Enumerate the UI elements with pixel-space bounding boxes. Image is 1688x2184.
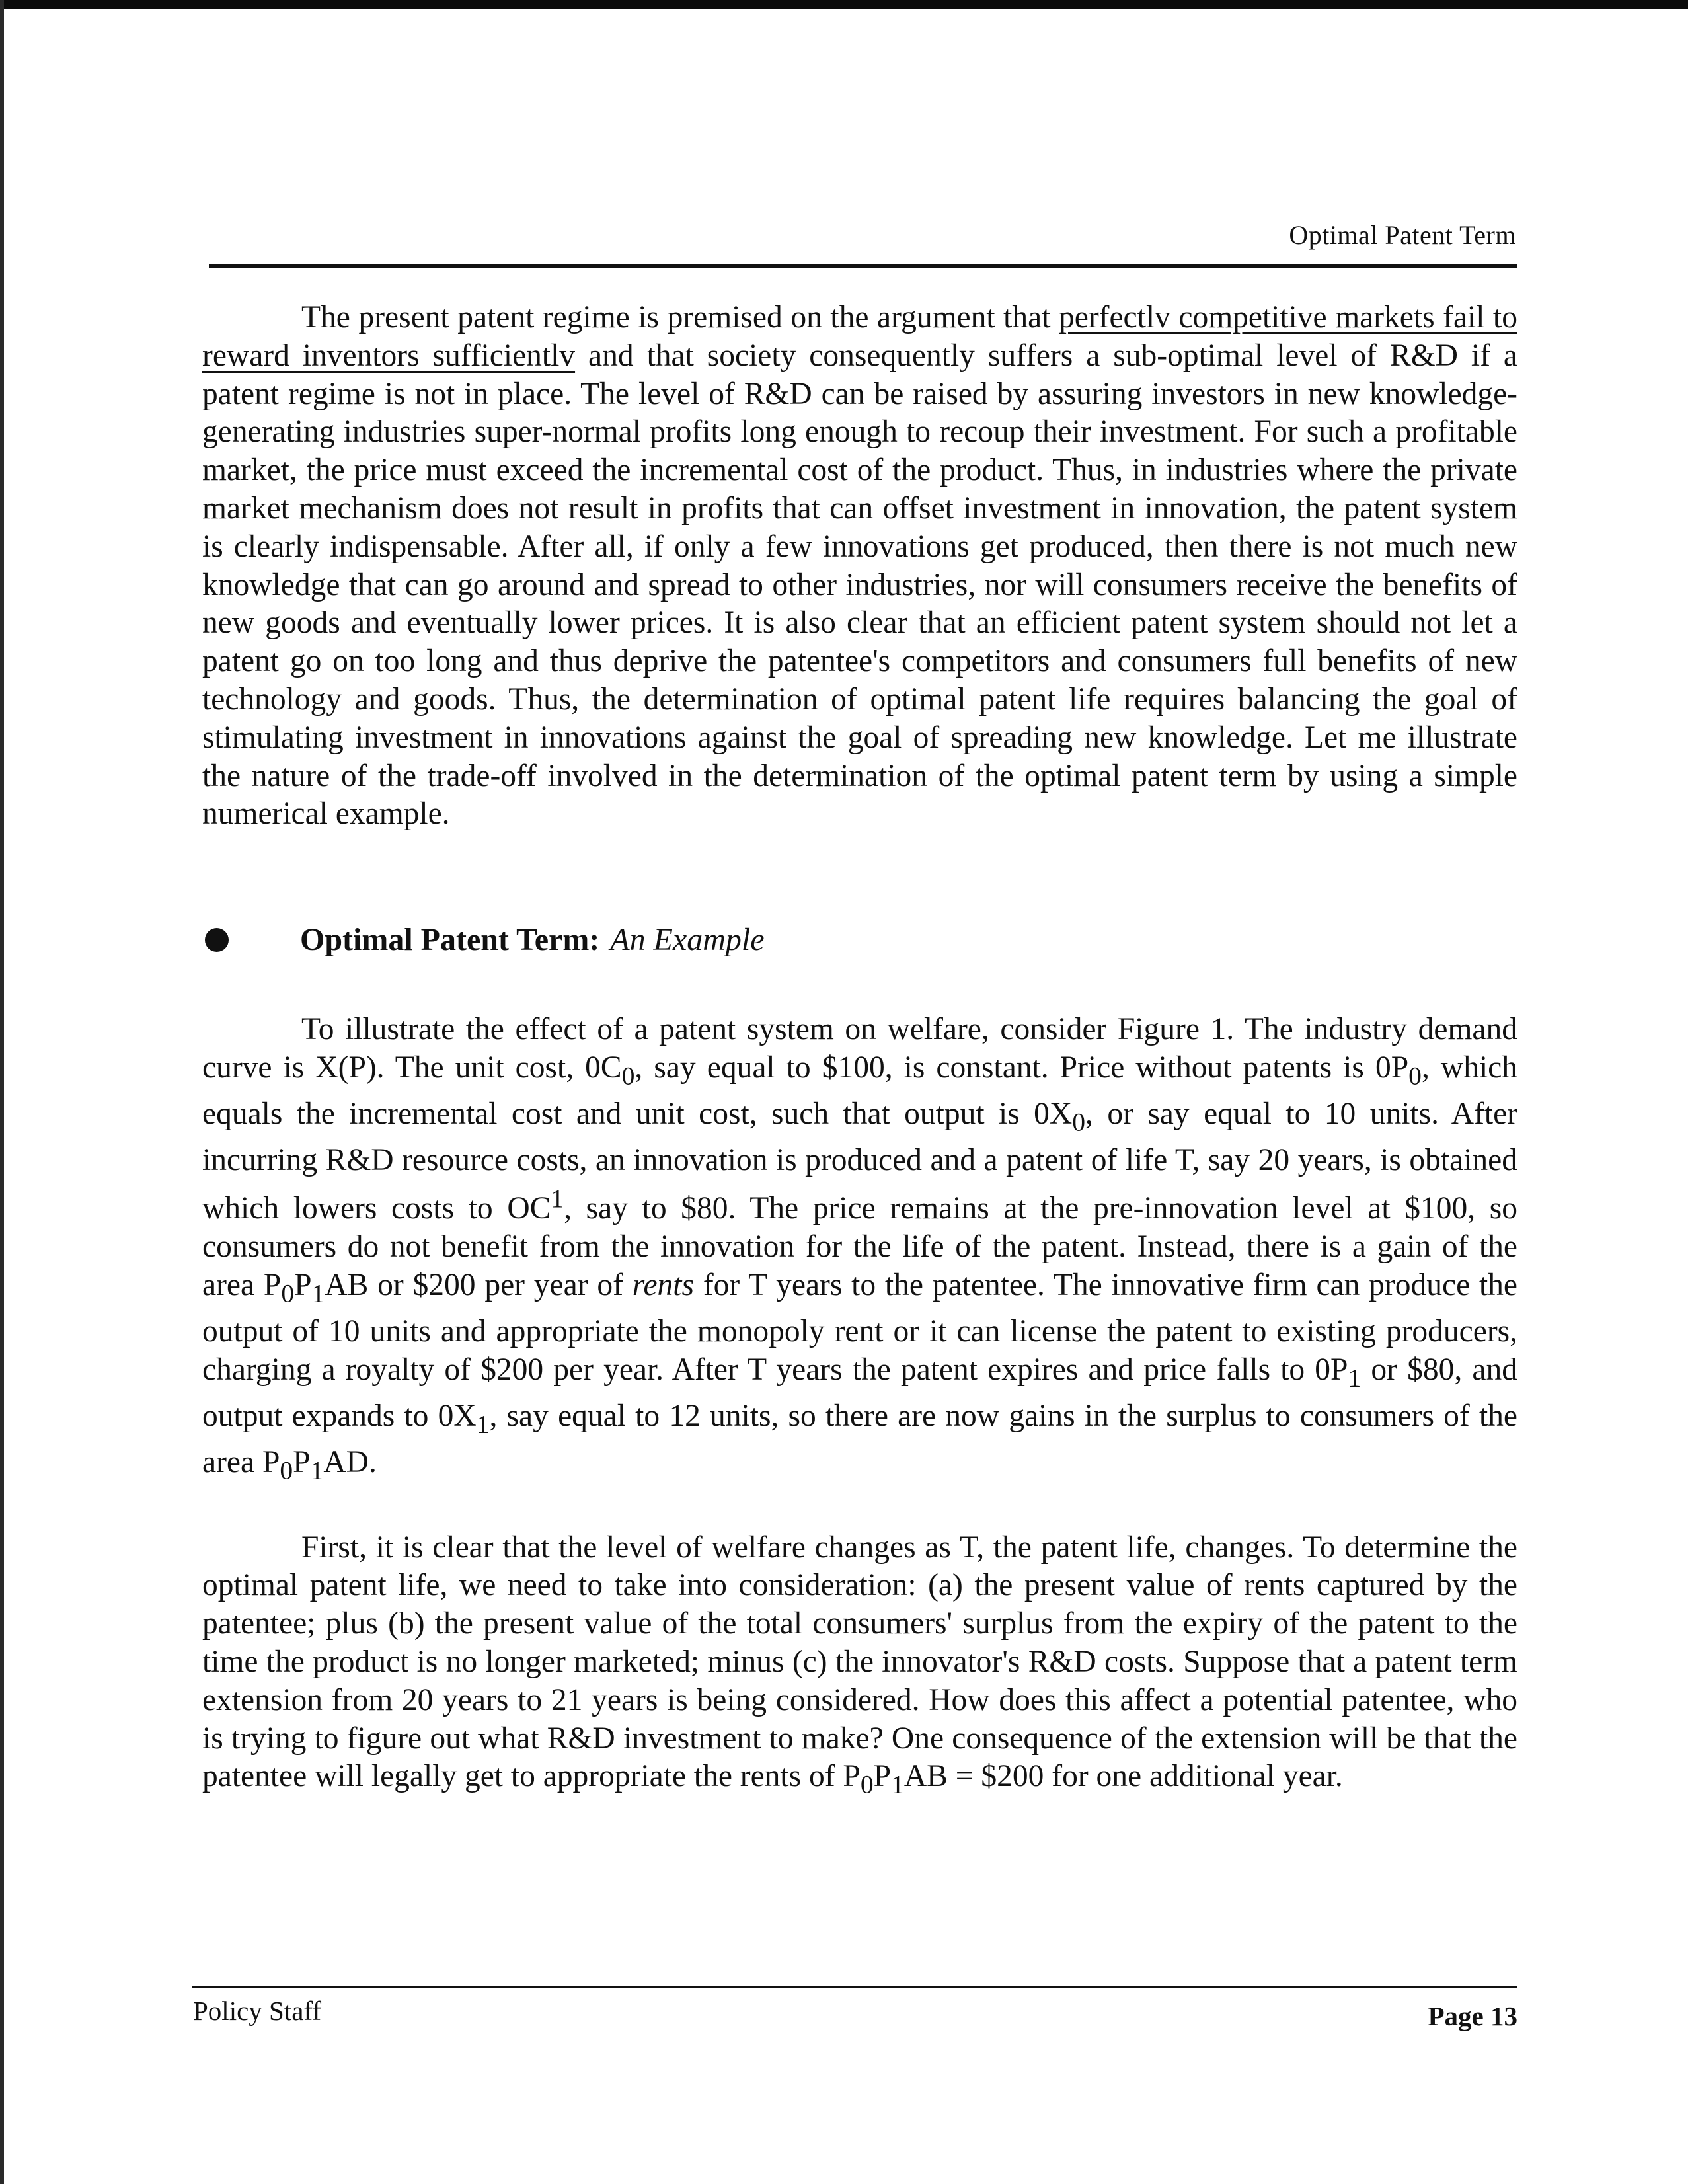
scan-left-edge (0, 0, 4, 2184)
header-rule (209, 264, 1517, 268)
section-heading-italic: An Example (610, 922, 765, 958)
page-number: Page 13 (1428, 2001, 1517, 2031)
bullet-icon (205, 928, 229, 952)
underlined-phrase: perfectlv competitive markets fail to reward inventors sufficientlv (202, 300, 1517, 373)
paragraph-welfare: First, it is clear that the level of welfare changes as T, the patent life, changes. To determine the optimal patent life, we need to take into consideration: (a) the present value of rents captured by the patentee; plus (b) the present value of the total consumers' surplus from the expiry of the patent to the time the product is no longer marketed; minus (c) the innovator's R&D costs. Suppose that a patent term extension from 20 years to 21 years is being considered. How does this affect a potential patentee, who is trying to figure out what R&D investment to make? One consequence of the extension will be that the patentee will legally get to appropriate the rents of $P_0P_1AB$ = $200 for one additional year. (202, 1530, 1517, 1799)
footer-left: Policy Staff (193, 1996, 321, 2026)
scan-top-border (0, 0, 1688, 9)
paragraph-intro: The present patent regime is premised on the argument that perfectlv competitive markets fail to reward inventors sufficientlv and that society consequently suffers a sub-optimal level of R&D if a patent regime is not in place. The level of R&D can be raised by assuring investors in new knowledge-generating industries super-normal profits long enough to recoup their investment. For such a profitable market, the price must exceed the incremental cost of the product. Thus, in industries where the private market mechanism does not result in profits that can offset investment in innovation, the patent system is clearly indispensable. After all, if only a few innovations get produced, then there is not much new knowledge that can go around and spread to other industries, nor will consumers receive the benefits of new goods and eventually lower prices. It is also clear that an efficient patent system should not let a patent go on too long and thus deprive the patentee's competitors and consumers full benefits of new technology and goods. Thus, the determination of optimal patent life requires balancing the goal of stimulating investment in innovations against the goal of spreading new knowledge. Let me illustrate the nature of the trade-off involved in the determination of the optimal patent term by using a simple numerical example. (202, 300, 1517, 832)
section-heading-bold: Optimal Patent Term: (300, 922, 600, 958)
running-header: Optimal Patent Term (1289, 220, 1516, 250)
footer-rule (192, 1986, 1517, 1988)
page-body (202, 299, 1517, 1805)
paragraph-example: To illustrate the effect of a patent system on welfare, consider Figure 1. The industry demand curve is X(P). The unit cost, $0C_0$, say equal to $100, is constant. Price without patents is $0P_0$, which equals the incremental cost and unit cost, such that output is $0X_0$, or say equal to 10 units. After incurring R&D resource costs, an innovation is produced and a patent of life T, say 20 years, is obtained which lowers costs to $OC^1$, say to $80. The price remains at the pre-innovation level at $100, so consumers do not benefit from the innovation for the life of the patent. Instead, there is a gain of the area $P_0P_1AB$ or $200 per year of rents for T years to the patentee. The innovative firm can produce the output of 10 units and appropriate the monopoly rent or it can license the patent to existing producers, charging a royalty of $200 per year. After T years the patent expires and price falls to $0P_1$ or $80, and output expands to $0X_1$, say equal to 12 units, so there are now gains in the surplus to consumers of the area $P_0P_1AD$. (202, 1011, 1518, 1485)
section-heading (202, 921, 1517, 959)
paragraph-gap (202, 1491, 1517, 1529)
